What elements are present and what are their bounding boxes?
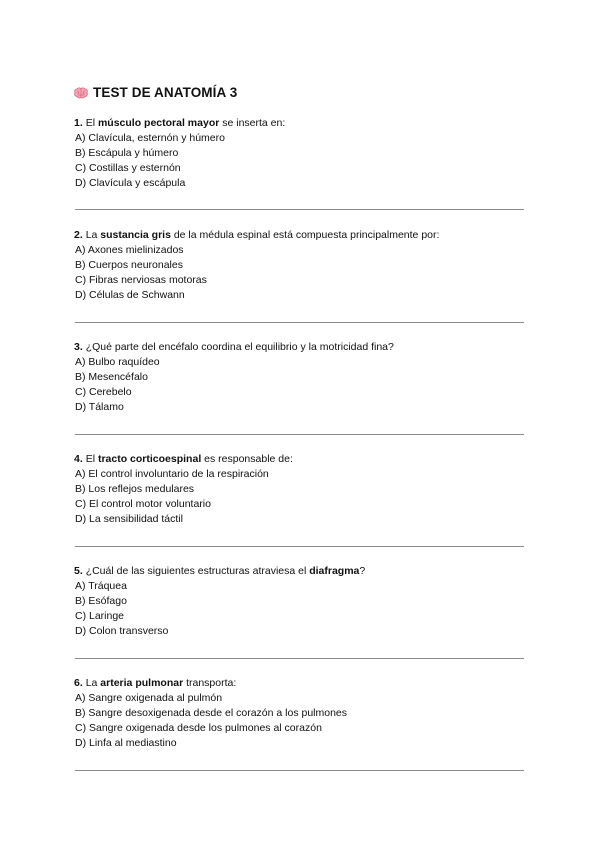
option-c[interactable]: C) Costillas y esternón: [75, 162, 181, 174]
question-number: 5.: [74, 565, 83, 577]
option-b[interactable]: B) Mesencéfalo: [75, 371, 148, 383]
stem-bold: diafragma: [309, 565, 360, 577]
test-title: TEST DE ANATOMÍA 3: [93, 85, 238, 100]
question-stem: [74, 116, 534, 131]
question-stem: [74, 228, 534, 243]
option-b[interactable]: B) Escápula y húmero: [75, 147, 179, 159]
stem-text: El: [85, 453, 98, 465]
divider: [75, 658, 524, 659]
question-3: [74, 340, 534, 415]
stem-bold: músculo pectoral mayor: [97, 117, 220, 129]
option-d[interactable]: D) Células de Schwann: [75, 289, 185, 301]
question-2: [74, 228, 534, 303]
option-b[interactable]: B) Cuerpos neuronales: [75, 259, 183, 271]
question-stem: [74, 676, 534, 691]
divider: [75, 546, 524, 547]
option-b[interactable]: B) Esófago: [75, 595, 127, 607]
option-d[interactable]: D) Clavícula y escápula: [75, 177, 186, 189]
stem-bold: sustancia gris: [100, 229, 171, 241]
option-a[interactable]: A) El control involuntario de la respiración: [75, 468, 269, 480]
stem-text: ¿Qué parte del encéfalo coordina el equilibrio y la motricidad fina?: [85, 341, 394, 353]
option-d[interactable]: D) Tálamo: [75, 401, 124, 413]
stem-text-end: se inserta en:: [219, 117, 286, 129]
option-d[interactable]: D) Linfa al mediastino: [75, 737, 177, 749]
option-a[interactable]: A) Bulbo raquídeo: [75, 356, 160, 368]
option-b[interactable]: B) Los reflejos medulares: [75, 483, 195, 495]
stem-text: La: [85, 677, 101, 689]
option-a[interactable]: A) Axones mielinizados: [75, 244, 184, 256]
question-number: 3.: [74, 341, 83, 353]
question-number: 4.: [74, 453, 83, 465]
option-c[interactable]: C) Sangre oxigenada desde los pulmones al corazón: [75, 722, 322, 734]
stem-text-end: de la médula espinal está compuesta principalmente por:: [170, 229, 440, 241]
option-c[interactable]: C) El control motor voluntario: [75, 498, 211, 510]
question-number: 2.: [74, 229, 83, 241]
question-4: [74, 452, 534, 527]
option-c[interactable]: C) Laringe: [75, 610, 125, 622]
question-6: [74, 676, 534, 751]
question-stem: [74, 340, 534, 355]
option-c[interactable]: C) Fibras nerviosas motoras: [75, 274, 207, 286]
page-title: [74, 85, 237, 100]
option-d[interactable]: D) La sensibilidad táctil: [75, 513, 183, 525]
question-1: [74, 116, 534, 191]
option-d[interactable]: D) Colon transverso: [75, 625, 169, 637]
stem-text-end: transporta:: [183, 677, 237, 689]
stem-text: La: [85, 229, 101, 241]
brain-icon: [74, 87, 88, 99]
divider: [75, 434, 524, 435]
stem-bold: arteria pulmonar: [100, 677, 184, 689]
divider: [75, 322, 524, 323]
option-a[interactable]: A) Tráquea: [75, 580, 127, 592]
stem-bold: tracto corticoespinal: [97, 453, 202, 465]
option-b[interactable]: B) Sangre desoxigenada desde el corazón a los pulmones: [75, 707, 348, 719]
stem-text-end: es responsable de:: [201, 453, 293, 465]
question-stem: [74, 452, 534, 467]
divider: [75, 770, 524, 771]
question-number: 6.: [74, 677, 83, 689]
option-c[interactable]: C) Cerebelo: [75, 386, 132, 398]
question-5: [74, 564, 534, 639]
stem-text: El: [85, 117, 98, 129]
option-a[interactable]: A) Sangre oxigenada al pulmón: [75, 692, 223, 704]
option-a[interactable]: A) Clavícula, esternón y húmero: [75, 132, 225, 144]
question-stem: [74, 564, 534, 579]
stem-text-end: ?: [359, 565, 366, 577]
question-number: 1.: [74, 117, 83, 129]
divider: [75, 209, 524, 210]
stem-text: ¿Cuál de las siguientes estructuras atraviesa el: [85, 565, 310, 577]
